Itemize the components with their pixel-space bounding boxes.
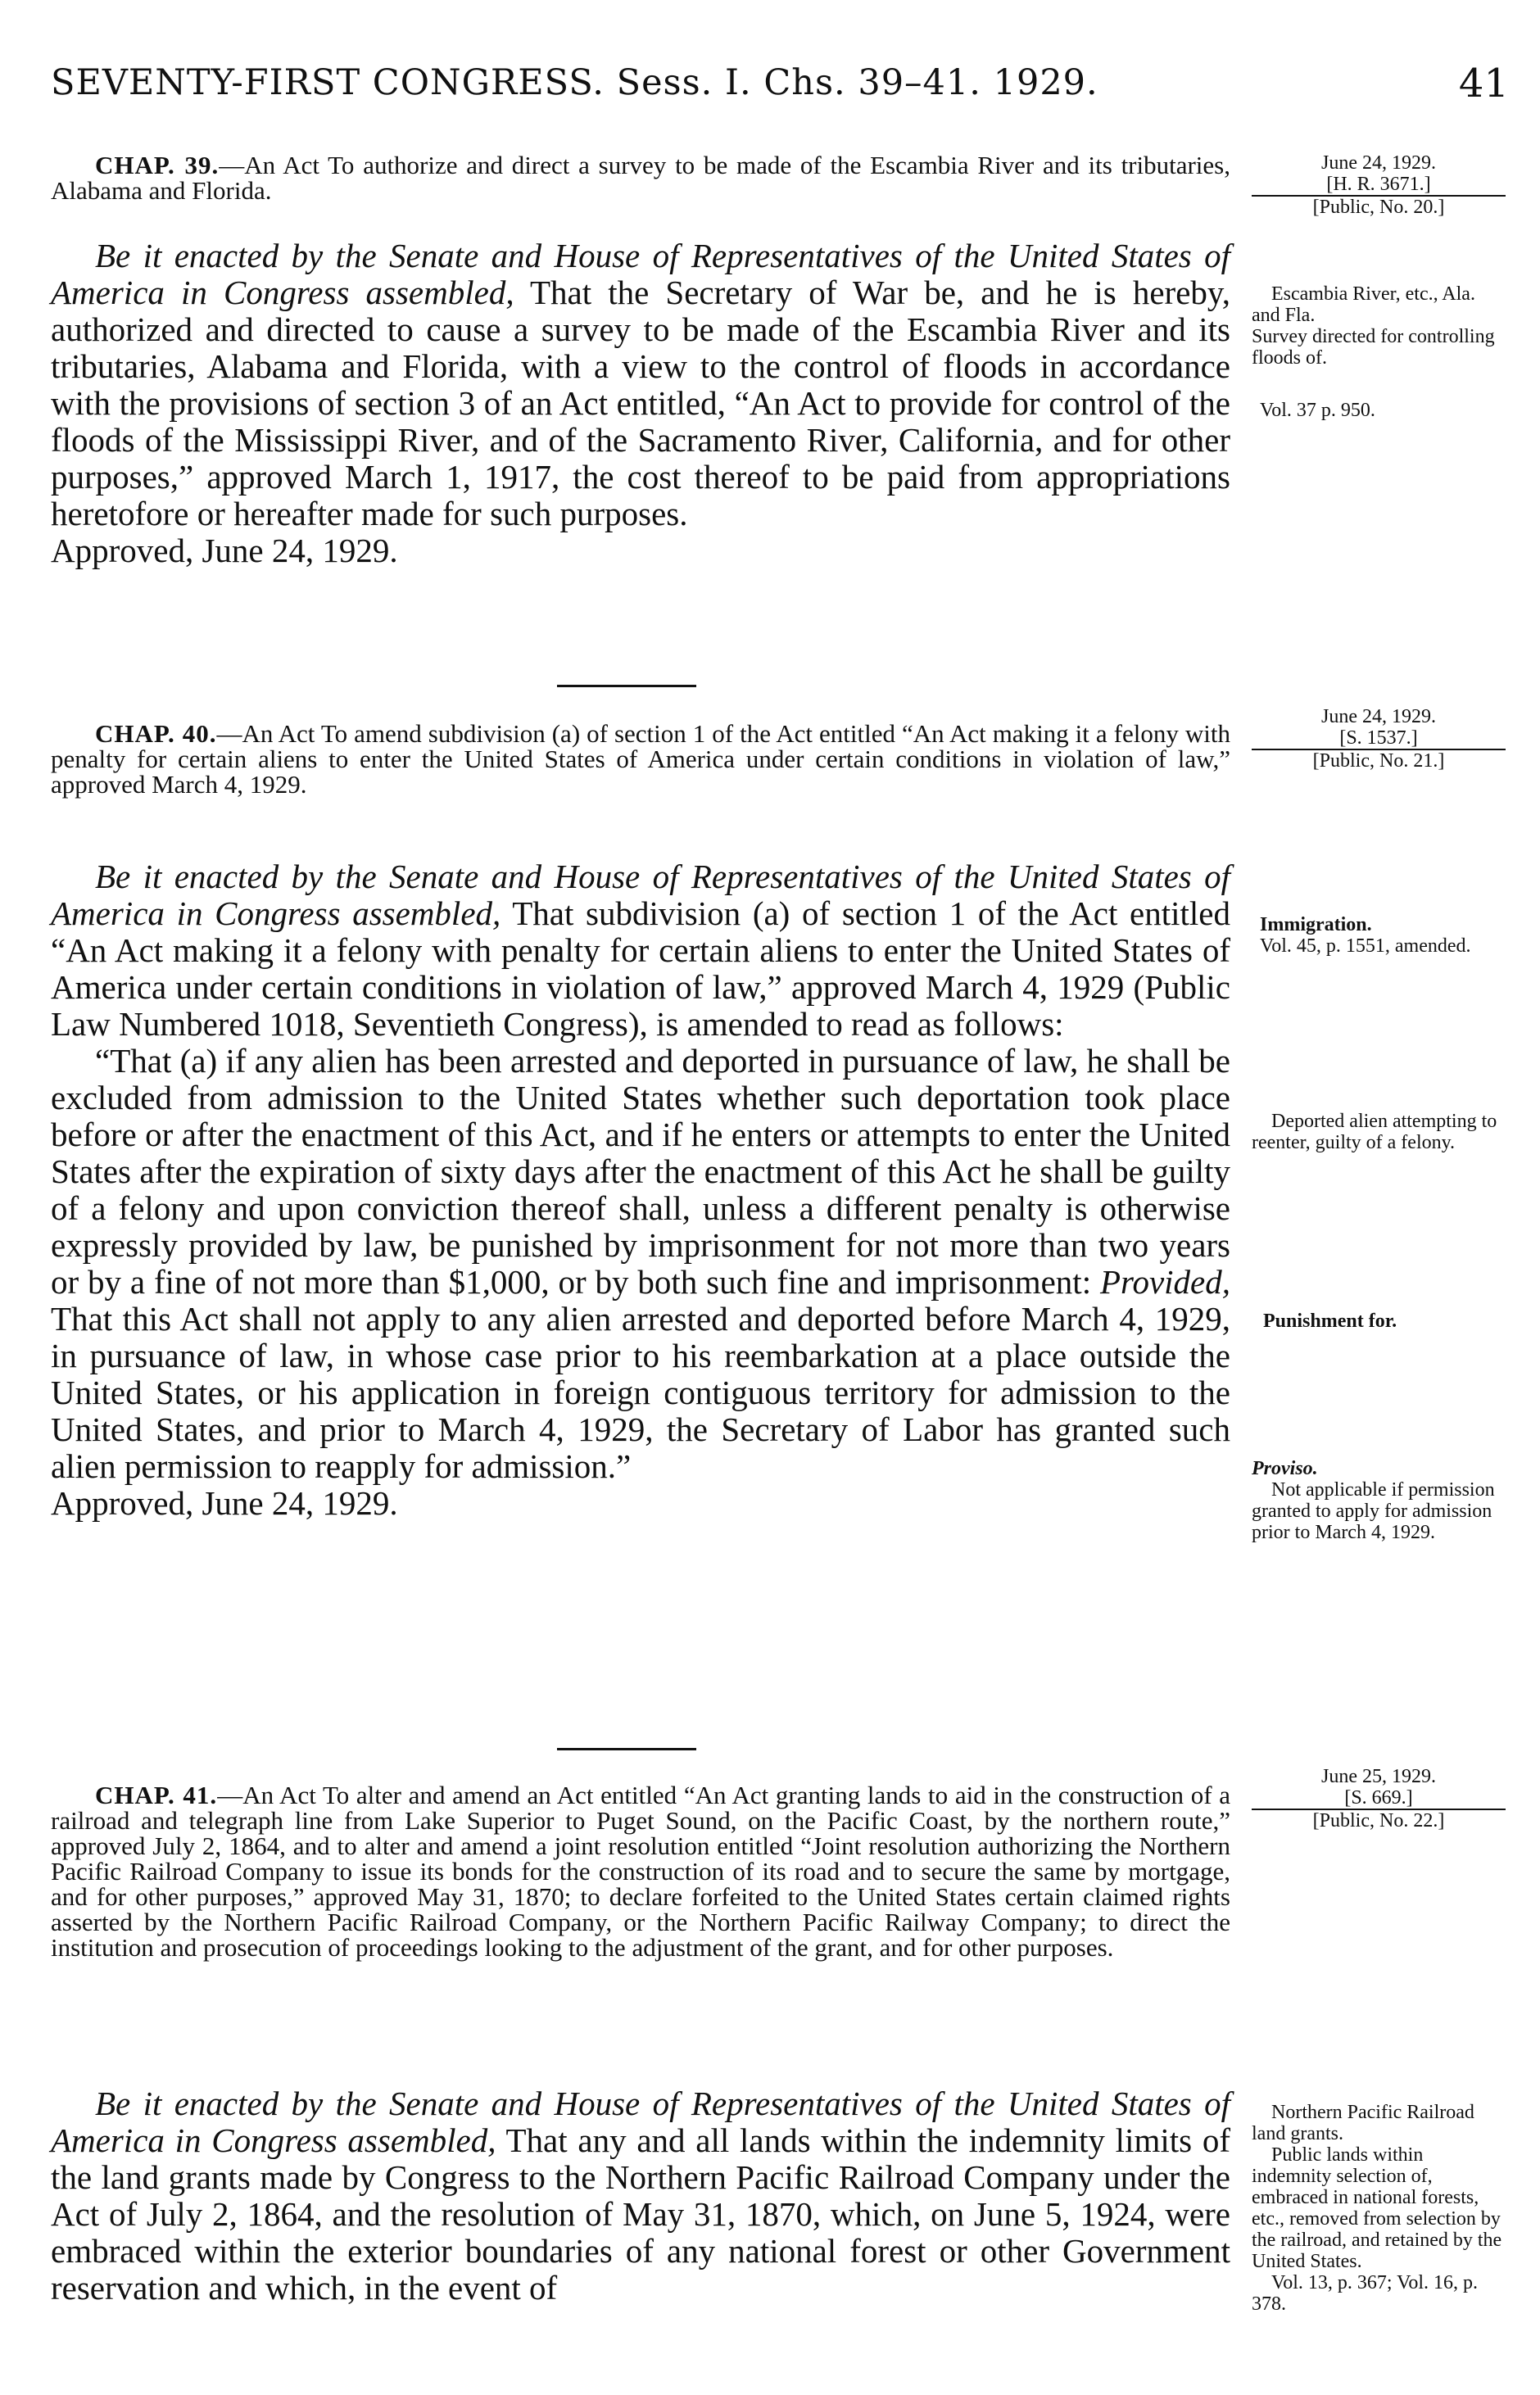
chap39-enacting-clause: Be it enacted by the Senate and House of Representatives of the United States of America in Congress assembled, [51,237,1230,311]
chap40-public-number: [Public, No. 21.] [1252,749,1506,772]
chap39-body-text: That the Secretary of War be, and he is hereby, authorized and directed to cause a survey to be made of the Escambia River and its tributaries, Alabama and Florida, with a view to the control of floods in accordance with the provisions of section 3 of an Act entitled, “An Act to provide for control of the floods of the Mississippi River, and of the Sacramento River, California, and for other purposes,” approved March 1, 1917, the cost thereof to be paid from appropriations heretofore or hereafter made for such purposes. [51,274,1230,532]
chap41-enacting-clause: Be it enacted by the Senate and House of Representatives of the United States of America in Congress assembled, [51,2085,1230,2159]
chap40-proviso-word: Provided, [1099,1263,1230,1301]
chap39-title [51,152,1230,203]
chap40-sidenote-deported [1252,1111,1506,1153]
chap41-margin-header [1252,1766,1506,1831]
chap41-sidenote-2: Public lands within indemnity selection of, embraced in national forests, etc., removed from selection by the railroad, and retained by the United States. [1252,2144,1502,2272]
chap40-approved: Approved, June 24, 1929. [51,1484,398,1522]
chap41-body [51,2085,1230,2307]
chap40-title-text: —An Act To amend subdivision (a) of section 1 of the Act entitled “An Act making it a felony with penalty for certain aliens to enter the United States of America under certain conditions in violation of law,” approved March 4, 1929. [51,719,1230,799]
chap39-margin-header [1252,152,1506,218]
chap40-bill-number: [S. 1537.] [1339,727,1418,749]
chap39-date: June 24, 1929. [1321,152,1436,174]
chap39-sidenote-citation [1260,400,1514,421]
chap39-title-text: —An Act To authorize and direct a survey to be made of the Escambia River and its tributaries, Alabama and Florida. [51,151,1230,205]
chap40-sidenote-1: Immigration. [1260,914,1372,935]
chap39-label: CHAP. 39. [95,151,220,179]
chap41-sidenote-3: Vol. 13, p. 367; Vol. 16, p. 378. [1252,2272,1479,2315]
chap39-sidenote-3: Vol. 37 p. 950. [1260,400,1375,421]
chap40-sidenote-4: Punishment for. [1263,1311,1397,1332]
chap40-sidenote-punishment [1263,1311,1517,1332]
chap40-body-text: That subdivision (a) of section 1 of the Act entitled “An Act making it a felony with penalty for certain aliens to enter the United States of America under certain conditions in violation of law,” approved March 4, 1929 (Public Law Numbered 1018, Seventieth Congress), is amended to read as follows: [51,894,1231,1043]
chap39-bill-number: [H. R. 3671.] [1326,174,1431,195]
chap39-sidenote-1: Escambia River, etc., Ala. and Fla. [1252,283,1475,326]
chap39-sidenote-subject [1252,283,1506,369]
chap41-body-text: That any and all lands within the indemnity limits of the land grants made by Congress to the Northern Pacific Railroad Company under the Act of July 2, 1864, and the resolution of May 31, 1870, which, on June 5, 1924, were embraced within the exterior boundaries of any national forest or other Government reservation and which, in the event of [51,2121,1230,2307]
chap40-quoted-section: “That (a) if any alien has been arrested and deported in pursuance of law, he shall be excluded from admission to the United States whether such deportation took place before or after the enactment of this Act, and if he enters or attempts to enter the United States after the expiration of sixty days after the enactment of this Act he shall be guilty of a felony and upon conviction thereof shall, unless a different penalty is otherwise expressly provided by law, be punished by imprisonment for not more than two years or by a fine of not more than $1,000, or by both such fine and imprisonment: [51,1042,1230,1301]
chap40-body [51,858,1230,1522]
chap39-sidenote-2: Survey directed for controlling floods of. [1252,326,1495,369]
chap39-public-number: [Public, No. 20.] [1252,195,1506,218]
chap40-sidenote-3: Deported alien attempting to reenter, guilty of a felony. [1252,1111,1497,1153]
chap40-proviso-text: That this Act shall not apply to any alien arrested and deported before March 4, 1929, in pursuance of law, in whose case prior to his reembarkation at a place outside the United States, or his application in foreign contiguous territory for admission to the United States, and prior to March 4, 1929, the Secretary of Labor has granted such alien permission to reapply for admission.” [51,1300,1230,1485]
chap40-sidenote-6: Not applicable if permission granted to apply for admission prior to March 4, 1929. [1252,1479,1495,1543]
chap40-sidenote-5: Proviso. [1252,1458,1318,1479]
chap40-sidenote-proviso [1252,1458,1506,1543]
chap41-title-text: —An Act To alter and amend an Act entitled “An Act granting lands to aid in the construction of a railroad and telegraph line from Lake Superior to Puget Sound, on the Pacific Coast, by the northern route,” approved July 2, 1864, and to alter and amend a joint resolution entitled “Joint resolution authorizing the Northern Pacific Railroad Company to issue its bonds for the construction of its road and to secure the same by mortgage, and for other purposes,” approved May 31, 1870; to declare forfeited to the United States certain claimed rights asserted by the Northern Pacific Railroad Company, or the Northern Pacific Railway Company; to direct the institution and prosecution of proceedings looking to the adjustment of the grant, and for other purposes. [51,1781,1231,1962]
chap40-sidenote-2: Vol. 45, p. 1551, amended. [1260,935,1471,957]
chap40-date: June 24, 1929. [1321,706,1436,727]
chap40-enacting-clause: Be it enacted by the Senate and House of Representatives of the United States of America in Congress assembled, [51,858,1230,932]
margin-notes [1252,0,1506,2395]
chap40-margin-header [1252,706,1506,772]
chap40-label: CHAP. 40. [95,719,217,748]
chap40-title [51,721,1230,797]
chap39-approved: Approved, June 24, 1929. [51,532,398,569]
chap41-bill-number: [S. 669.] [1344,1787,1413,1809]
section-divider [557,685,696,687]
chap41-sidenote-subject [1252,2102,1506,2315]
chap41-label: CHAP. 41. [95,1781,218,1809]
chap39-body [51,238,1230,569]
chap41-date: June 25, 1929. [1321,1766,1436,1787]
section-divider [557,1748,696,1750]
page-number: 41 [1458,61,1509,106]
chap41-title [51,1782,1230,1960]
chap41-public-number: [Public, No. 22.] [1252,1809,1506,1831]
chap41-sidenote-1: Northern Pacific Railroad land grants. [1252,2102,1474,2144]
running-head-title: SEVENTY-FIRST CONGRESS. Sess. I. Chs. 39–41. 1929. [51,62,1098,103]
chap40-sidenote-immigration [1260,914,1514,957]
